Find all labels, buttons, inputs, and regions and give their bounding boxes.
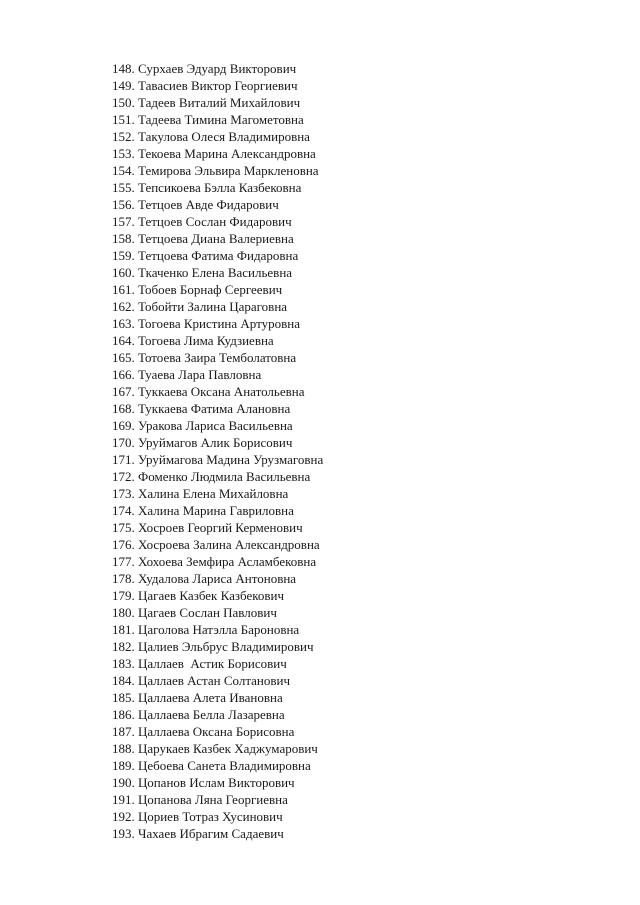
list-item: 161. Тобоев Борнаф Сергеевич	[112, 282, 283, 297]
list-item: 154. Темирова Эльвира Маркленовна	[112, 163, 319, 178]
list-item: 189. Цебоева Санета Владимировна	[112, 758, 311, 773]
list-item: 170. Уруймагов Алик Борисович	[112, 435, 293, 450]
list-item: 176. Хосроева Залина Александровна	[112, 537, 320, 552]
list-item: 184. Цаллаев Астан Солтанович	[112, 673, 291, 688]
list-item: 180. Цагаев Сослан Павлович	[112, 605, 277, 620]
list-item: 192. Цориев Тотраз Хусинович	[112, 809, 283, 824]
list-item: 156. Тетцоев Авде Фидарович	[112, 197, 279, 212]
list-item: 167. Туккаева Оксана Анатольевна	[112, 384, 305, 399]
list-item: 183. Цаллаев Астик Борисович	[112, 656, 287, 671]
list-item: 187. Цаллаева Оксана Борисовна	[112, 724, 295, 739]
list-item: 190. Цопанов Ислам Викторович	[112, 775, 295, 790]
list-item: 185. Цаллаева Алета Ивановна	[112, 690, 283, 705]
list-item: 159. Тетцоева Фатима Фидаровна	[112, 248, 299, 263]
list-item: 173. Халина Елена Михайловна	[112, 486, 289, 501]
list-item: 168. Туккаева Фатима Алановна	[112, 401, 291, 416]
list-item: 179. Цагаев Казбек Казбекович	[112, 588, 285, 603]
list-item: 188. Царукаев Казбек Хаджумарович	[112, 741, 318, 756]
list-item: 177. Хохоева Земфира Асламбековна	[112, 554, 317, 569]
list-item: 166. Туаева Лара Павловна	[112, 367, 262, 382]
list-item: 172. Фоменко Людмила Васильевна	[112, 469, 311, 484]
list-item: 155. Тепсикоева Бэлла Казбековна	[112, 180, 302, 195]
list-item: 191. Цопанова Ляна Георгиевна	[112, 792, 288, 807]
list-item: 181. Цаголова Натэлла Бароновна	[112, 622, 300, 637]
list-item: 153. Текоева Марина Александровна	[112, 146, 316, 161]
list-item: 163. Тогоева Кристина Артуровна	[112, 316, 300, 331]
list-item: 150. Тадеев Виталий Михайлович	[112, 95, 301, 110]
name-list	[112, 60, 323, 842]
list-item: 178. Худалова Лариса Антоновна	[112, 571, 297, 586]
list-item: 151. Тадеева Тимина Магометовна	[112, 112, 304, 127]
list-item: 186. Цаллаева Белла Лазаревна	[112, 707, 285, 722]
list-item: 162. Тобойти Залина Цараговна	[112, 299, 288, 314]
list-item: 174. Халина Марина Гавриловна	[112, 503, 294, 518]
list-item: 158. Тетцоева Диана Валериевна	[112, 231, 294, 246]
list-item: 149. Тавасиев Виктор Георгиевич	[112, 78, 298, 93]
list-item: 175. Хосроев Георгий Керменович	[112, 520, 303, 535]
list-item: 169. Уракова Лариса Васильевна	[112, 418, 293, 433]
list-item: 157. Тетцоев Сослан Фидарович	[112, 214, 292, 229]
list-item: 152. Такулова Олеся Владимировна	[112, 129, 310, 144]
list-item: 165. Тотоева Заира Темболатовна	[112, 350, 297, 365]
list-item: 160. Ткаченко Елена Васильевна	[112, 265, 293, 280]
list-item: 171. Уруймагова Мадина Урузмаговна	[112, 452, 324, 467]
list-item: 182. Цалиев Эльбрус Владимирович	[112, 639, 314, 654]
list-item: 164. Тогоева Лима Кудзиевна	[112, 333, 274, 348]
list-item: 148. Сурхаев Эдуард Викторович	[112, 61, 297, 76]
list-item: 193. Чахаев Ибрагим Садаевич	[112, 826, 284, 841]
